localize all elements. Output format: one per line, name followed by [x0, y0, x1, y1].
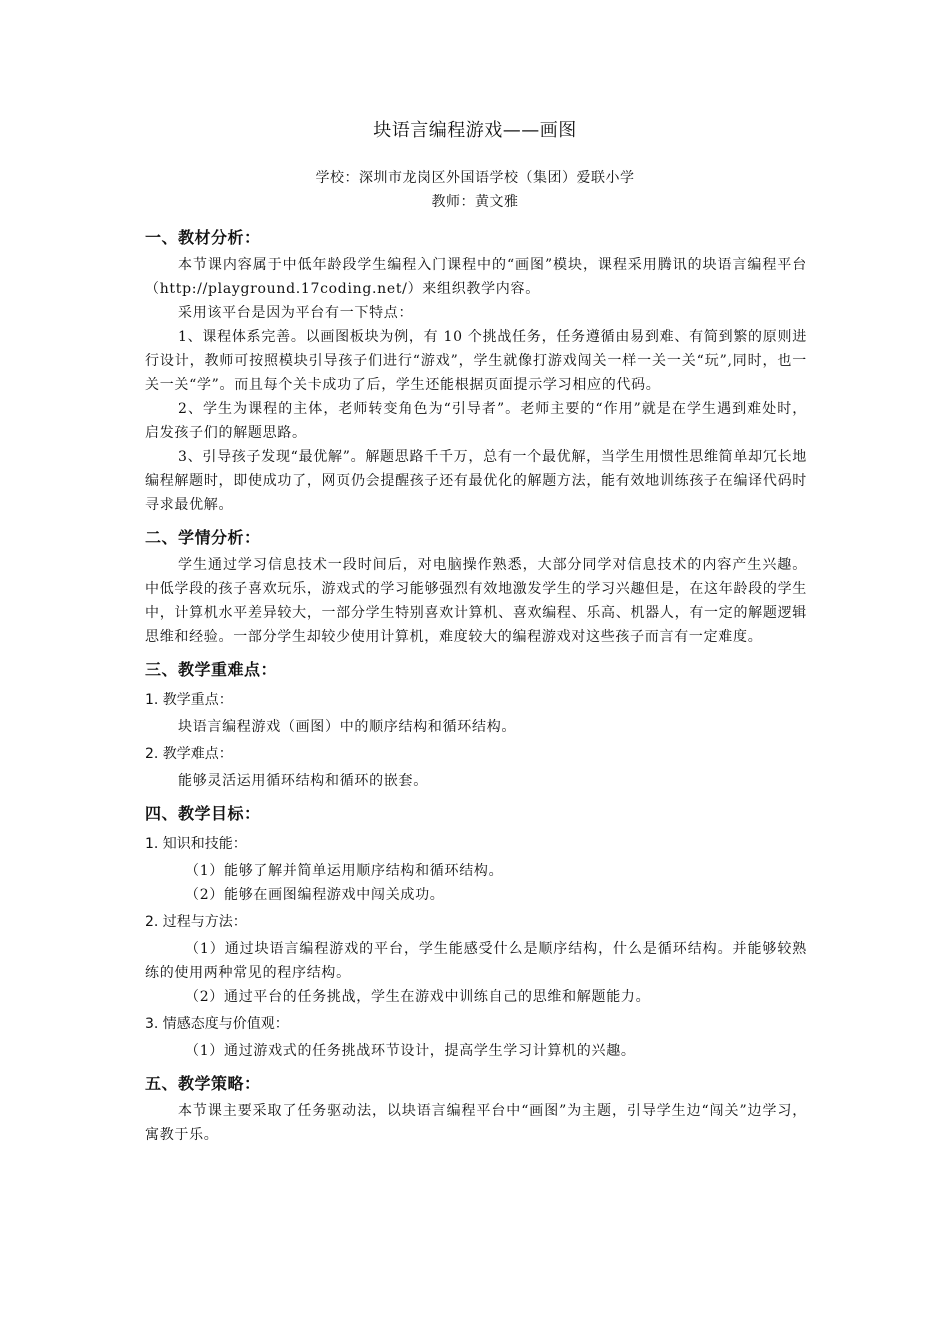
document-body [145, 223, 807, 1153]
paragraph: 本节课主要采取了任务驱动法，以块语言编程平台中“画图”为主题，引导学生边“闯关”边学习，寓教于乐。 [145, 1103, 807, 1143]
paragraph: 块语言编程游戏（画图）中的顺序结构和循环结构。 [178, 719, 517, 735]
list-item: （1）能够了解并简单运用顺序结构和循环结构。 [185, 863, 504, 879]
subheading: 3. 情感态度与价值观： [145, 1016, 289, 1032]
paragraph: 采用该平台是因为平台有一下特点： [178, 305, 414, 321]
subheading: 1. 教学重点： [145, 692, 233, 708]
list-item: （1）通过块语言编程游戏的平台，学生能感受什么是顺序结构，什么是循环结构。并能够较熟练的使用两种常见的程序结构。 [145, 941, 807, 981]
paragraph: 3、引导孩子发现“最优解”。解题思路千千万，总有一个最优解，当学生用惯性思维简单却冗长地编程解题时，即使成功了，网页仍会提醒孩子还有最优化的解题方法，能有效地训练孩子在编译代码时寻求最优解。 [145, 449, 807, 513]
teacher-line: 教师：黄文雅 [431, 194, 519, 210]
section-heading: 一、教材分析： [145, 228, 261, 247]
list-item: （2）能够在画图编程游戏中闯关成功。 [185, 887, 445, 903]
subheading: 2. 过程与方法： [145, 914, 247, 930]
section-heading: 二、学情分析： [145, 528, 261, 547]
section-learner-analysis [145, 523, 807, 649]
section-teaching-goals [145, 799, 807, 1063]
subheading: 1. 知识和技能： [145, 836, 247, 852]
paragraph: 2、学生为课程的主体，老师转变角色为“引导者”。老师主要的“作用”就是在学生遇到难处时，启发孩子们的解题思路。 [145, 401, 807, 441]
paragraph: 1、课程体系完善。以画图板块为例，有 10 个挑战任务，任务遵循由易到难、有简到繁的原则进行设计，教师可按照模块引导孩子们进行“游戏”，学生就像打游戏闯关一样一关一关“玩”,同时，也一关一关“学”。而且每个关卡成功了后，学生还能根据页面提示学习相应的代码。 [145, 329, 807, 393]
paragraph: 能够灵活运用循环结构和循环的嵌套。 [178, 773, 428, 789]
document-title: 块语言编程游戏——画图 [373, 120, 577, 141]
school-line: 学校：深圳市龙岗区外国语学校（集团）爱联小学 [315, 170, 635, 186]
section-heading: 三、教学重难点： [145, 660, 278, 679]
section-teaching-strategy [145, 1069, 807, 1147]
paragraph: 学生通过学习信息技术一段时间后，对电脑操作熟悉，大部分同学对信息技术的内容产生兴趣。中低学段的孩子喜欢玩乐，游戏式的学习能够强烈有效地激发学生的学习兴趣但是，在这年龄段的学生中，计算机水平差异较大，一部分学生特别喜欢计算机、喜欢编程、乐高、机器人，有一定的解题逻辑思维和经验。一部分学生却较少使用计算机，难度较大的编程游戏对这些孩子而言有一定难度。 [145, 557, 807, 645]
list-item: （2）通过平台的任务挑战，学生在游戏中训练自己的思维和解题能力。 [185, 989, 651, 1005]
subheading: 2. 教学难点： [145, 746, 233, 762]
section-heading: 五、教学策略： [145, 1074, 261, 1093]
paragraph: 本节课内容属于中低年龄段学生编程入门课程中的“画图”模块，课程采用腾讯的块语言编程平台（http://playground.17coding.net/）来组织教学内容。 [145, 257, 807, 297]
section-heading: 四、教学目标： [145, 804, 261, 823]
section-key-points [145, 655, 807, 793]
section-textbook-analysis [145, 223, 807, 517]
list-item: （1）通过游戏式的任务挑战环节设计，提高学生学习计算机的兴趣。 [185, 1043, 636, 1059]
